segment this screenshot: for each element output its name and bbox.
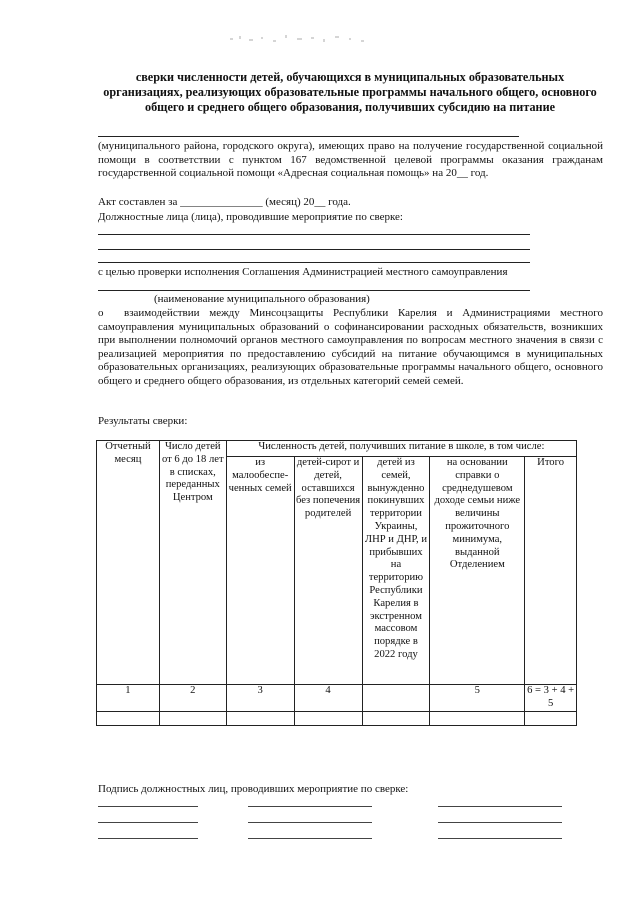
signature-line	[98, 838, 198, 839]
col-number: 3	[226, 685, 294, 712]
empty-cell	[226, 711, 294, 725]
purpose-text: с целью проверки исполнения Соглашения Администрацией местного самоуправления	[98, 266, 508, 278]
col-number	[362, 685, 430, 712]
header-low-income: из малообеспе-ченных семей	[226, 457, 294, 685]
signature-line	[438, 822, 562, 823]
signature-line	[248, 822, 372, 823]
header-group: Численность детей, получивших питание в школе, в том числе:	[226, 441, 576, 457]
bullet-mark: о	[98, 307, 104, 319]
signature-line	[438, 838, 562, 839]
empty-cell	[525, 711, 577, 725]
header-children-count: Число детей от 6 до 18 лет в списках, переданных Центром	[159, 441, 226, 685]
blank-line-official-3	[98, 262, 530, 263]
signature-line	[98, 822, 198, 823]
header-displaced: детей из семей, вынужденно покинувших территории Украины, ЛНР и ДНР, и прибывших на территорию Республики Карелия в экстренном массовом порядке в 2022 году	[362, 457, 430, 685]
act-period-line: Акт составлен за _______________ (месяц) 20__ года.	[98, 196, 351, 208]
purpose-body: взаимодействии между Минсоцзащиты Республики Карелия и Администрациями местного самоуправления муниципальных образований о софинансировании расходных обязательств, возникших при выполнении полномочий органов местного самоуправления по вопросам местного значения в связи с реализацией мероприятия по предоставлению субсидий на питание обучающимся в муниципальных образовательных организациях, реализующих образовательные программы начального общего, основного общего и среднего общего образования, из отдельных категорий семей семей.	[98, 307, 603, 387]
col-number: 4	[294, 685, 362, 712]
signature-line	[98, 806, 198, 807]
results-label: Результаты сверки:	[98, 415, 188, 427]
header-total: Итого	[525, 457, 577, 685]
empty-cell	[159, 711, 226, 725]
empty-cell	[430, 711, 525, 725]
blank-line-municipality	[98, 136, 519, 137]
blank-line-municipality-name	[98, 290, 530, 291]
col-number: 1	[97, 685, 160, 712]
empty-cell	[294, 711, 362, 725]
signatures-label: Подпись должностных лиц, проводивших мероприятие по сверке:	[98, 783, 409, 795]
blank-line-official-2	[98, 249, 530, 250]
document-title: сверки численности детей, обучающихся в муниципальных образовательных организациях, реализующих образовательные программы начального общего, основного общего и среднего общего образования, получивших субсидию на питание	[103, 70, 597, 114]
col-number: 6 = 3 + 4 + 5	[525, 685, 577, 712]
signature-line	[248, 838, 372, 839]
signature-line	[248, 806, 372, 807]
col-number: 2	[159, 685, 226, 712]
faint-stamp-mark	[225, 28, 375, 50]
empty-cell	[97, 711, 160, 725]
header-orphans: детей-сирот и детей, оставшихся без попечения родителей	[294, 457, 362, 685]
intro-paragraph: (муниципального района, городского округа), имеющих право на получение государственной социальной помощи в соответствии с пунктом 167 ведомственной целевой программы оказания гражданам государственной социальной помощи «Адресная социальная помощь» на 20__ год.	[98, 140, 603, 180]
officials-label: Должностные лица (лица), проводившие мероприятие по сверке:	[98, 211, 403, 223]
signature-line	[438, 806, 562, 807]
col-number: 5	[430, 685, 525, 712]
results-table	[96, 440, 577, 726]
header-month: Отчетный месяц	[97, 441, 160, 685]
empty-cell	[362, 711, 430, 725]
blank-line-official-1	[98, 234, 530, 235]
header-income-certificate: на основании справки о среднедушевом доходе семьи ниже величины прожиточного минимума, выданной Отделением	[430, 457, 525, 685]
municipality-caption: (наименование муниципального образования)	[154, 293, 370, 305]
